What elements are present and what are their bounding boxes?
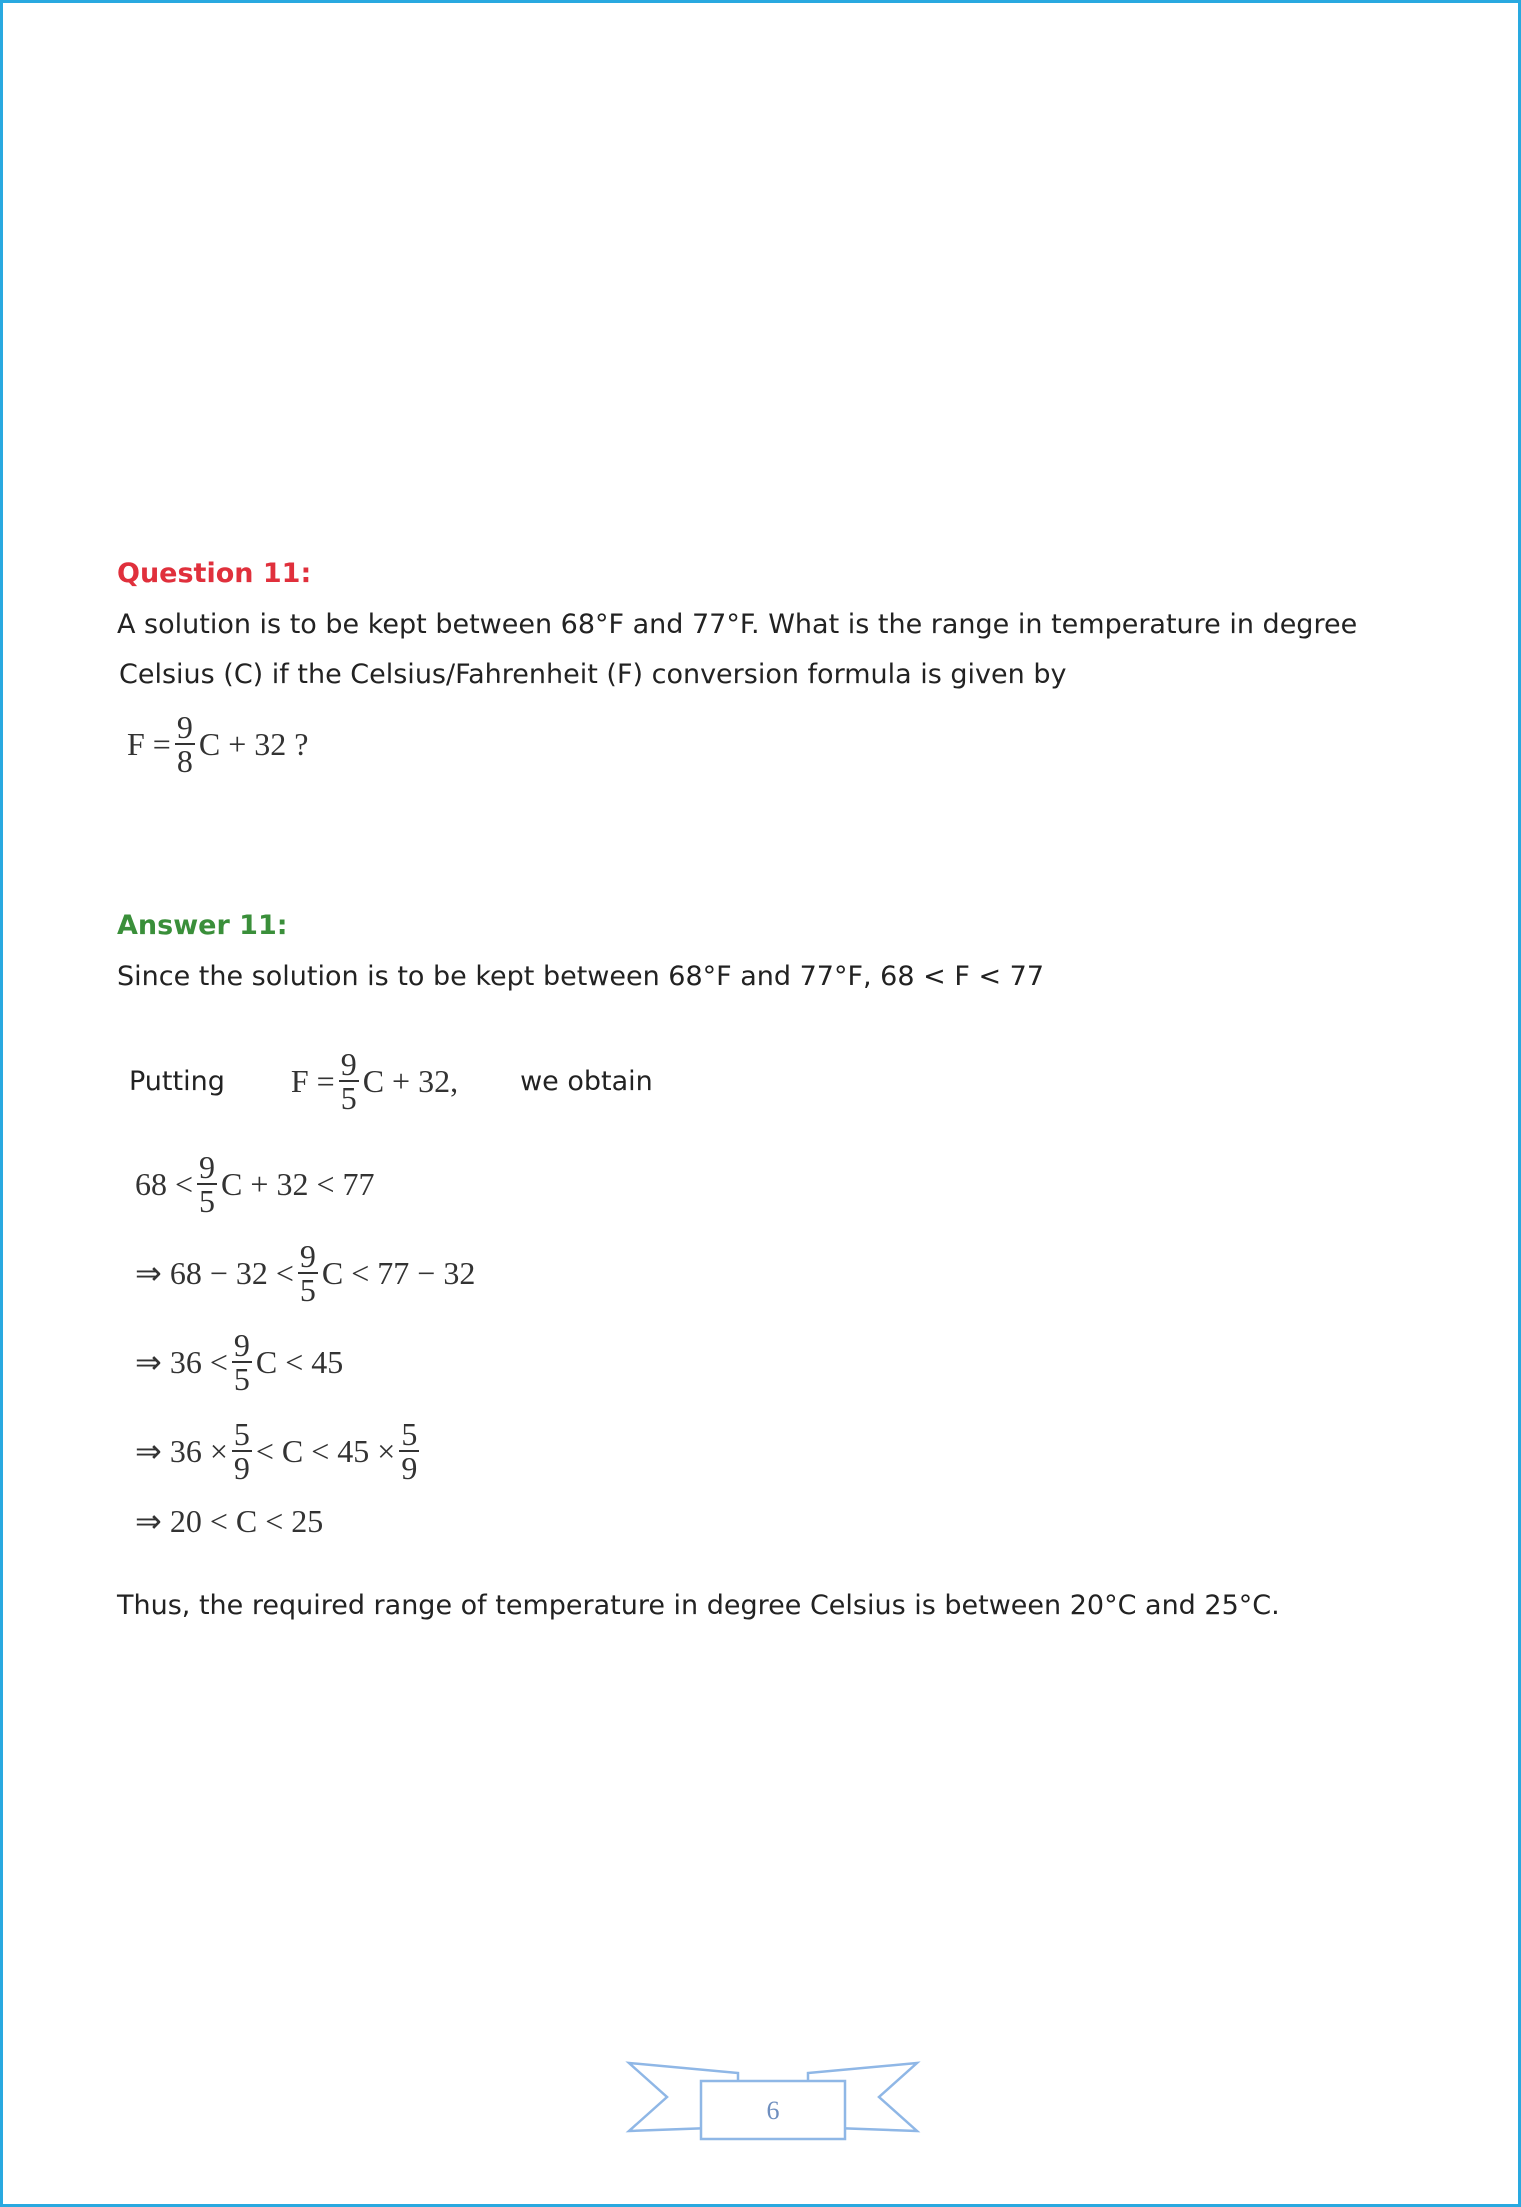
step-pre: 68 < xyxy=(135,1165,194,1202)
question-text-line2: Celsius (C) if the Celsius/Fahrenheit (F) conversion formula is given by xyxy=(119,659,1067,690)
fraction-denominator: 5 xyxy=(340,1080,357,1116)
fraction-denominator: 5 xyxy=(299,1272,316,1308)
conclusion-text: Thus, the required range of temperature in degree Celsius is between 20°C and 25°C. xyxy=(117,1590,1280,1621)
answer-heading: Answer 11: xyxy=(117,910,288,941)
fraction-numerator: 9 xyxy=(176,709,193,745)
formula-rhs: C + 32 ? xyxy=(198,725,309,762)
we-obtain-label: we obtain xyxy=(520,1065,653,1097)
question-heading: Question 11: xyxy=(117,558,312,589)
fraction-numerator: 9 xyxy=(340,1046,357,1082)
step-2 xyxy=(135,1240,475,1306)
step-pre: ⇒ 68 − 32 < xyxy=(135,1255,294,1291)
fraction-numerator: 9 xyxy=(299,1238,316,1274)
step-mid: < C < 45 × xyxy=(255,1432,396,1469)
fraction xyxy=(175,711,195,777)
question-text-line1: A solution is to be kept between 68°F and 77°F. What is the range in temperature in degree xyxy=(117,609,1358,640)
formula-lhs: F = xyxy=(290,1062,335,1099)
step-post: C + 32 < 77 xyxy=(221,1165,375,1202)
formula-lhs: F = xyxy=(127,725,171,762)
fraction-denominator: 5 xyxy=(199,1183,216,1219)
fraction xyxy=(399,1418,419,1484)
step-post: C < 45 xyxy=(255,1343,344,1380)
step-pre: ⇒ 36 × xyxy=(135,1433,228,1469)
question-formula xyxy=(127,711,308,777)
formula-rhs: C + 32, xyxy=(362,1062,459,1099)
answer-text-line1: Since the solution is to be kept between 68°F and 77°F, 68 < F < 77 xyxy=(117,961,1045,992)
fraction-denominator: 9 xyxy=(401,1450,418,1486)
fraction xyxy=(298,1240,318,1306)
fraction xyxy=(197,1151,217,1217)
step-3 xyxy=(135,1329,343,1395)
step-post: C < 77 − 32 xyxy=(321,1254,476,1291)
putting-formula xyxy=(291,1048,458,1114)
putting-line xyxy=(129,1048,653,1114)
fraction xyxy=(232,1418,252,1484)
step-pre: ⇒ 36 < xyxy=(135,1344,228,1380)
fraction xyxy=(339,1048,359,1114)
fraction-denominator: 5 xyxy=(233,1361,250,1397)
step-1 xyxy=(135,1151,374,1217)
putting-label: Putting xyxy=(129,1065,225,1097)
fraction-numerator: 5 xyxy=(401,1416,418,1452)
page-number-ribbon xyxy=(623,2057,923,2143)
page-number: 6 xyxy=(766,2096,780,2125)
fraction-numerator: 5 xyxy=(233,1416,250,1452)
step-text: ⇒ 20 < C < 25 xyxy=(135,1503,324,1539)
fraction-denominator: 8 xyxy=(176,743,193,779)
step-4 xyxy=(135,1418,423,1484)
fraction xyxy=(232,1329,252,1395)
step-5 xyxy=(135,1502,323,1540)
fraction-numerator: 9 xyxy=(233,1327,250,1363)
fraction-denominator: 9 xyxy=(233,1450,250,1486)
fraction-numerator: 9 xyxy=(199,1149,216,1185)
